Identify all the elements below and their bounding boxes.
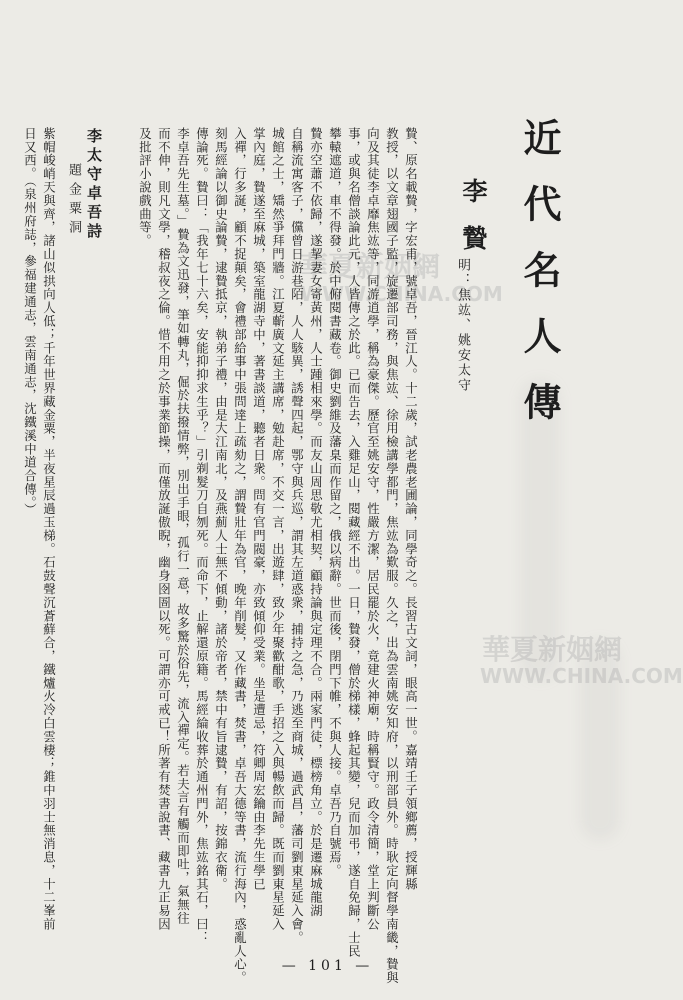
watermark-text: 華夏新姻網 xyxy=(482,633,623,666)
poem-column: 紫帽峻峭天與齊，諸山似拱向人低；千年世界藏金粟，半夜星辰過玉梯。石鼓聲沉蒼蘚合，鐵爐火冷白雲棲；錐中羽士無消息，十二峯前 xyxy=(41,127,57,931)
biography-column: 傳論死。贄曰：「我年七十六矣，安能抑抑求生乎？」引剃髮刀自刎死。而命下，止解還原籍。馬經綸收葬於通州門外，焦竑銘其石，曰： xyxy=(194,127,210,945)
biography-column: 城館之士，矯然爭拜門牆。江夏蘄廣文延主講席，勉赴席，不交一言，出遊肆，致少年聚歡酣歌，手招之入與暢飲而歸。既而劉東星延入 xyxy=(270,127,286,931)
poem-title: 題金粟洞 xyxy=(66,163,81,239)
biography-column: 贄亦空蕭不依歸，遂挈妻女寄黃州，人士踵相來學。而友山周思敬尤相契，顧持論與定理不合。兩家門徒，標榜角立。於是遷麻城龍湖 xyxy=(308,127,324,918)
biography-column: 事，或與名僧談論此元，人皆傳之於此。已而告去，入雞足山，閱藏經不出。一日，贄發，僧於梯樣，蜂起其變，兒而加弔，遂自免歸，士民 xyxy=(346,127,362,958)
biography-column: 向及其徒李卓靡焦竑等，同游逍學，稱為豪傑。歷官至姚安守，性嚴方潔，居民罷於火，竟建火神廟，時稱賢守。政令清簡，堂上判斷公 xyxy=(365,127,381,931)
page-number: — 101 — xyxy=(281,958,374,974)
watermark-url: WWW.CHINA.COM xyxy=(300,282,503,306)
biography-column: 自稱流寓客子，儻曾日游巷陌，人人駭異，誘聲四起，鄂守與兵巡，謂其左道惑衆，捕持之急，乃逃至商城，過武昌，藩司劉東星延入會。 xyxy=(289,127,305,945)
biography-column: 攀轅遮道，車不得發。於中俯閱書藏卷。御史劉維及藩臬而作留之，俄以病辭。世而後，閉門下帷，不與人接。卓吾乃自號焉。 xyxy=(327,127,343,878)
biography-column: 李卓吾先生墓。」贄為文迅發，筆如轉丸，倔於扶撥情弊，別出手眼，孤行一意，故多驚於俗先，流入禪定。若夫言有觸而即吐，氣無往 xyxy=(175,127,191,925)
author-name: 李贄 xyxy=(459,178,488,272)
watermark-url: WWW.CHINA.COM xyxy=(480,664,683,688)
author-byline: 明：焦竑、姚安太守 xyxy=(455,258,470,393)
biography-column: 掌內庭，贄遂至麻城，築室龍湖寺中，著書談道，聽者日衆。問有官門閥豪，亦致傾仰受業。坐是遭忌，符卿周宏鑰由李先生學已 xyxy=(251,127,267,891)
biography-column: 而不伸，則凡文學，稽叔夜之倫。惜不用之於事業節操，而僅放誕傲睨，幽身囹圄以死。可謂亦可戒已！所著有焚書說書、藏書九正易因 xyxy=(156,127,172,931)
biography-column: 贄、原名載贄，字宏甫，號卓吾，晉江人。十二歲，試老農老圃論，同學奇之。長習古文詞，眼高一世。嘉靖壬子領鄉薦，授輝縣 xyxy=(403,127,419,891)
biography-column: 入禪，行多誕，顧不捉顛矣，會禮部給事中張問達上疏劾之，謂贄壯年為官，晚年削髮，又作藏書，焚書，卓吾大德等書，流行海內，惑亂人心。 xyxy=(232,127,248,985)
poem-column: 日又西。（泉州府誌，參福建通志，雲南通志，沈鐵溪中道合傳。） xyxy=(22,127,38,517)
section-heading: 李太守卓吾詩 xyxy=(85,128,103,242)
watermark-text: 華夏新姻網 xyxy=(300,250,441,283)
biography-column: 教授，以文章翅國子監，旋遷部司務，與焦竑、徐用檢講學都門，焦竑為歎服。久之，出為雲南姚安知府，以刑部員外。時耿定向督學南畿，贄與 xyxy=(384,127,400,985)
biography-column: 及批評小說戲曲等。 xyxy=(137,127,153,248)
page-title: 近代名人傳 xyxy=(517,118,562,448)
biography-column: 刻馬經論以御史論贄，逮贄抵京，執弟子禮，由是大江南北，及燕薊人士無不傾動，諸於帝者，禁中有旨逮贄，有詔，按錦衣衛。 xyxy=(213,127,229,891)
